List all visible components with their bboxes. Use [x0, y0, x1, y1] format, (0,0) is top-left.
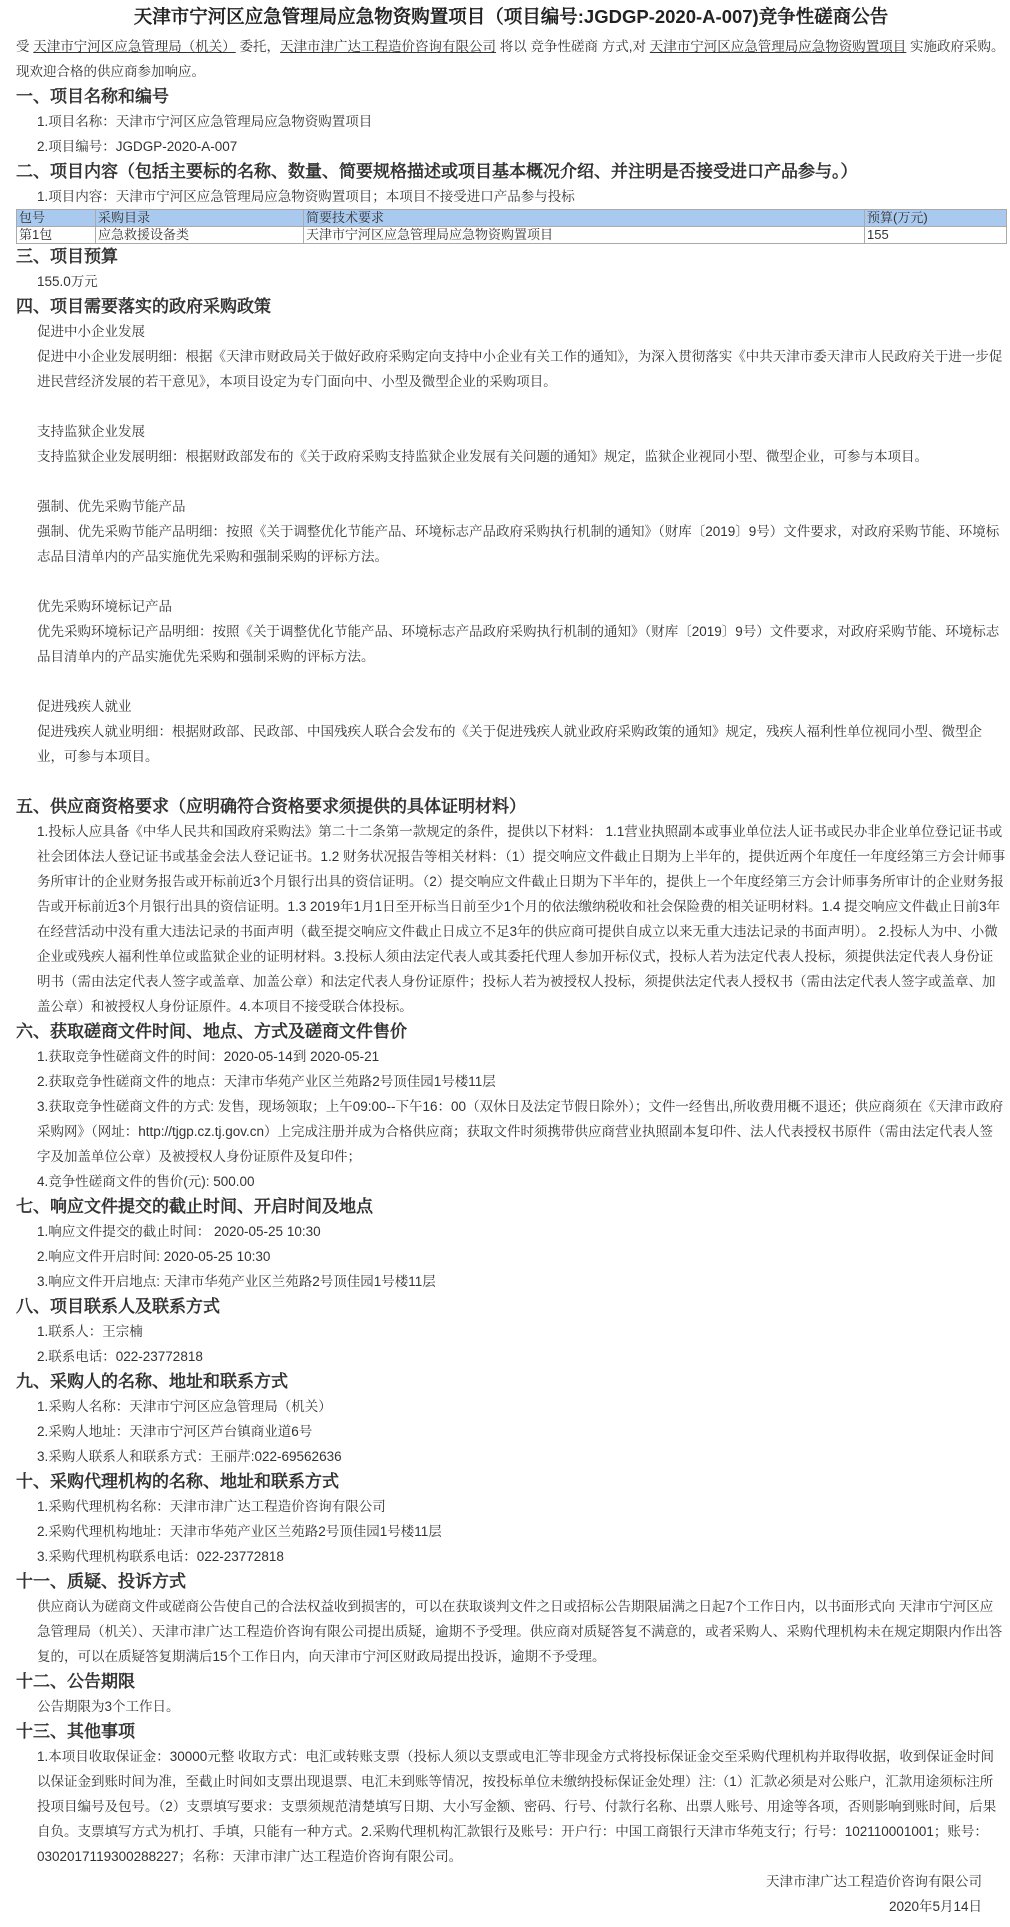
list-item: 2.联系电话：022-23772818 — [37, 1349, 203, 1364]
policy-name: 促进残疾人就业 — [37, 699, 132, 714]
section-heading: 十二、公告期限 — [16, 1672, 135, 1691]
section-heading: 十一、质疑、投诉方式 — [16, 1572, 186, 1591]
policy-name: 支持监狱企业发展 — [37, 424, 145, 439]
policy-name: 优先采购环境标记产品 — [37, 599, 172, 614]
table-header: 采购目录 — [96, 210, 304, 227]
notice-period-text: 公告期限为3个工作日。 — [37, 1699, 180, 1714]
package-table — [16, 209, 1007, 244]
section-heading: 二、项目内容（包括主要标的名称、数量、简要规格描述或项目基本概况介绍、并注明是否接受进口产品参与。） — [16, 162, 858, 181]
list-item: 2.采购人地址：天津市宁河区芦台镇商业道6号 — [37, 1424, 313, 1439]
list-item: 1.联系人：王宗楠 — [37, 1324, 143, 1339]
other-matters-text: 1.本项目收取保证金：30000元整 收取方式：电汇或转账支票（投标人须以支票或电汇等非现金方式将投标保证金交至采购代理机构并取得收据，收到保证金时间以保证金到账时间为准，至截止时间如支票出现退票、电汇未到账等情况，按投标单位未缴纳投标保证金处理）注:（1）汇款必须是对公账户，汇款用途须标注所投项目编号及包号。（2）支票填写要求：支票须规范清楚填写日期、大小写金额、密码、行号、付款行名称、出票人账号、用途等各项，否则影响到账时间，后果自负。支票填写方式为机打、手填，只能有一种方式。2.采购代理机构汇款银行及账号：开户行：中国工商银行天津市华苑支行；行号：102110001001；账号：0302017119300288227；名称：天津市津广达工程造价咨询有限公司。 — [37, 1749, 997, 1864]
signature-date: 2020年5月14日 — [888, 1899, 982, 1914]
intro-text: 委托， — [235, 39, 281, 54]
project-link[interactable]: 天津市宁河区应急管理局应急物资购置项目 — [649, 39, 907, 54]
section-heading: 一、项目名称和编号 — [16, 87, 169, 106]
table-header: 包号 — [17, 210, 96, 227]
section-heading: 十三、其他事项 — [16, 1722, 135, 1741]
table-cell: 天津市宁河区应急管理局应急物资购置项目 — [304, 227, 865, 244]
policy-name: 强制、优先采购节能产品 — [37, 499, 186, 514]
agency-link[interactable]: 天津市津广达工程造价咨询有限公司 — [280, 39, 497, 54]
list-item: 1.项目名称：天津市宁河区应急管理局应急物资购置项目 — [37, 114, 373, 129]
list-item: 3.获取竞争性磋商文件的方式: 发售，现场领取；上午09:00--下午16：00（双休日及法定节假日除外）；文件一经售出,所收费用概不退还；供应商须在《天津市政府采购网》（网址：http://tjgp.cz.tj.gov.cn）上完成注册并成为合格供应商；获取文件时须携带供应商营业执照副本复印件、法人代表授权书原件（需由法定代表人签字及加盖单位公章）及被授权人身份证原件及复印件； — [37, 1099, 1004, 1164]
list-item: 1.获取竞争性磋商文件的时间：2020-05-14到 2020-05-21 — [37, 1049, 380, 1064]
list-item: 3.采购人联系人和联系方式：王丽芹:022-69562636 — [37, 1449, 342, 1464]
table-header-row — [17, 210, 1007, 227]
list-item: 1.响应文件提交的截止时间： 2020-05-25 10:30 — [37, 1224, 321, 1239]
signature-org: 天津市津广达工程造价咨询有限公司 — [766, 1874, 982, 1889]
policy-detail: 强制、优先采购节能产品明细：按照《关于调整优化节能产品、环境标志产品政府采购执行机制的通知》（财库〔2019〕9号）文件要求，对政府采购节能、环境标志品目清单内的产品实施优先采购和强制采购的评标方法。 — [37, 524, 1000, 564]
table-cell: 155 — [865, 227, 1007, 244]
list-item: 3.采购代理机构联系电话：022-23772818 — [37, 1549, 284, 1564]
complaint-text: 供应商认为磋商文件或磋商公告使自己的合法权益收到损害的，可以在获取谈判文件之日或招标公告期限届满之日起7个工作日内，以书面形式向 天津市宁河区应急管理局（机关）、天津市津广达工程造价咨询有限公司提出质疑，逾期不予受理。供应商对质疑答复不满意的，或者采购人、采购代理机构未在规定期限内作出答复的，可以在质疑答复期满后15个工作日内，向天津市宁河区财政局提出投诉，逾期不予受理。 — [37, 1599, 1003, 1664]
section-heading: 七、响应文件提交的截止时间、开启时间及地点 — [16, 1197, 373, 1216]
intro-line2: 现欢迎合格的供应商参加响应。 — [16, 64, 205, 79]
page-title: 天津市宁河区应急管理局应急物资购置项目（项目编号:JGDGP-2020-A-007)竞争性磋商公告 — [133, 6, 889, 27]
section-heading: 九、采购人的名称、地址和联系方式 — [16, 1372, 288, 1391]
list-item: 2.采购代理机构地址：天津市华苑产业区兰苑路2号顶佳园1号楼11层 — [37, 1524, 442, 1539]
section-heading: 八、项目联系人及联系方式 — [16, 1297, 220, 1316]
section-heading: 六、获取磋商文件时间、地点、方式及磋商文件售价 — [16, 1022, 407, 1041]
intro-text: 受 — [16, 39, 34, 54]
list-item: 1.项目内容：天津市宁河区应急管理局应急物资购置项目；本项目不接受进口产品参与投标 — [37, 189, 575, 204]
list-item: 2.获取竞争性磋商文件的地点：天津市华苑产业区兰苑路2号顶佳园1号楼11层 — [37, 1074, 496, 1089]
intro-paragraph — [16, 34, 1006, 59]
section-heading: 四、项目需要落实的政府采购政策 — [16, 297, 271, 316]
list-item: 1.采购人名称：天津市宁河区应急管理局（机关） — [37, 1399, 332, 1414]
section-heading: 五、供应商资格要求（应明确符合资格要求须提供的具体证明材料） — [16, 797, 526, 816]
policy-detail: 优先采购环境标记产品明细：按照《关于调整优化节能产品、环境标志产品政府采购执行机制的通知》（财库〔2019〕9号）文件要求，对政府采购节能、环境标志品目清单内的产品实施优先采购和强制采购的评标方法。 — [37, 624, 1000, 664]
table-cell: 应急救援设备类 — [96, 227, 304, 244]
budget-value: 155.0万元 — [37, 274, 98, 289]
policy-detail: 促进残疾人就业明细：根据财政部、民政部、中国残疾人联合会发布的《关于促进残疾人就业政府采购政策的通知》规定，残疾人福利性单位视同小型、微型企业，可参与本项目。 — [37, 724, 982, 764]
table-cell: 第1包 — [17, 227, 96, 244]
table-header: 预算(万元) — [865, 210, 1007, 227]
list-item: 1.采购代理机构名称：天津市津广达工程造价咨询有限公司 — [37, 1499, 386, 1514]
purchaser-link[interactable]: 天津市宁河区应急管理局（机关） — [33, 39, 236, 54]
list-item: 3.响应文件开启地点: 天津市华苑产业区兰苑路2号顶佳园1号楼11层 — [37, 1274, 436, 1289]
qualification-text: 1.投标人应具备《中华人民共和国政府采购法》第二十二条第一款规定的条件，提供以下材料： 1.1营业执照副本或事业单位法人证书或民办非企业单位登记证书或社会团体法人登记证书或基金会法人登记证书。1.2 财务状况报告等相关材料：（1）提交响应文件截止日期为上半年的，提供近两个年度任一年度经第三方会计师事务所审计的企业财务报告或开标前近3个月银行出具的资信证明。（2）提交响应文件截止日期为下半年的，提供上一个年度经第三方会计师事务所审计的企业财务报告或开标前近3个月银行出具的资信证明。1.3 2019年1月1日至开标当日前至少1个月的依法缴纳税收和社会保险费的相关证明材料。1.4 提交响应文件截止日前3年在经营活动中没有重大违法记录的书面声明（截至提交响应文件截止日成立不足3年的供应商可提供自成立以来无重大违法记录的书面声明）。 2.投标人为中、小微企业或残疾人福利性单位或监狱企业的证明材料。3.投标人须由法定代表人或其委托代理人参加开标仪式，投标人若为法定代表人投标，须提供法定代表人身份证明书（需由法定代表人签字或盖章、加盖公章）和法定代表人身份证原件；投标人若为被授权人投标，须提供法定代表人授权书（需由法定代表人签字或盖章、加盖公章）和被授权人身份证原件。4.本项目不接受联合体投标。 — [37, 824, 1006, 1014]
policy-name: 促进中小企业发展 — [37, 324, 145, 339]
list-item: 2.响应文件开启时间: 2020-05-25 10:30 — [37, 1249, 271, 1264]
policy-detail: 支持监狱企业发展明细：根据财政部发布的《关于政府采购支持监狱企业发展有关问题的通知》规定，监狱企业视同小型、微型企业，可参与本项目。 — [37, 449, 928, 464]
section-heading: 十、采购代理机构的名称、地址和联系方式 — [16, 1472, 339, 1491]
list-item: 2.项目编号：JGDGP-2020-A-007 — [37, 139, 238, 154]
intro-text: 实施政府采购。 — [906, 39, 1005, 54]
table-row — [17, 227, 1007, 244]
section-heading: 三、项目预算 — [16, 247, 118, 266]
list-item: 4.竞争性磋商文件的售价(元): 500.00 — [37, 1174, 255, 1189]
intro-text: 将以 竞争性磋商 方式,对 — [496, 39, 650, 54]
policy-detail: 促进中小企业发展明细：根据《天津市财政局关于做好政府采购定向支持中小企业有关工作的通知》，为深入贯彻落实《中共天津市委天津市人民政府关于进一步促进民营经济发展的若干意见》，本项目设定为专门面向中、小型及微型企业的采购项目。 — [37, 349, 1003, 389]
table-header: 简要技术要求 — [304, 210, 865, 227]
